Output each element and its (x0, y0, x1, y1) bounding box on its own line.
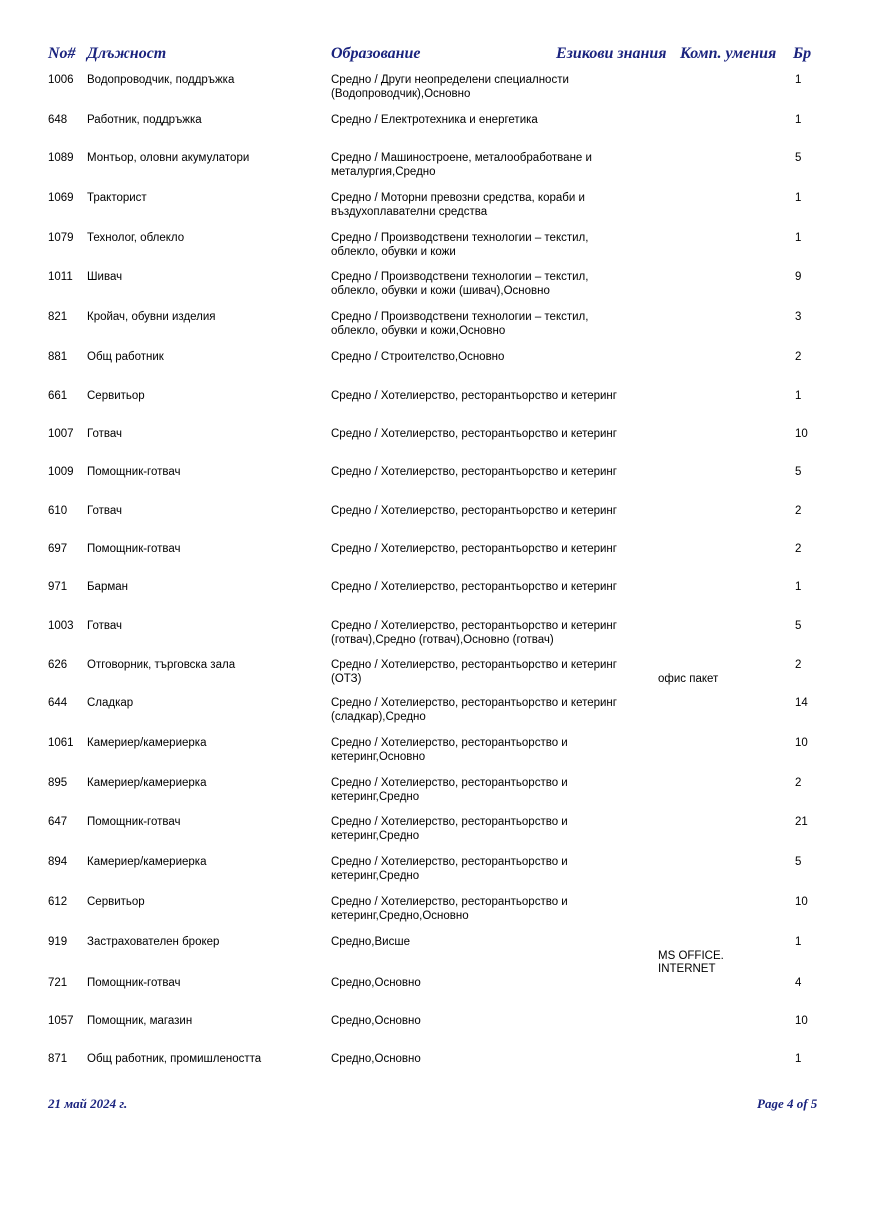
row-education: Средно / Хотелиерство, ресторантьорство и кетеринг (сладкар),Средно (331, 697, 617, 723)
footer-date: 21 май 2024 г. (48, 1096, 128, 1111)
row-count: 1 (795, 74, 802, 86)
row-education: Средно / Други неопределени специалности (Водопроводчик),Основно (331, 74, 569, 100)
row-number: 895 (48, 777, 68, 789)
table-row (0, 936, 870, 974)
row-number: 647 (48, 816, 68, 828)
row-number: 881 (48, 351, 68, 363)
row-number: 661 (48, 390, 68, 402)
table-row (0, 896, 870, 934)
row-education: Средно / Електротехника и енергетика (331, 114, 538, 126)
row-title: Барман (87, 581, 128, 593)
table-row (0, 543, 870, 581)
table-row (0, 1053, 870, 1091)
row-title: Помощник-готвач (87, 977, 181, 989)
row-number: 1089 (48, 152, 74, 164)
row-count: 14 (795, 697, 808, 709)
row-education: Средно,Основно (331, 1015, 421, 1027)
row-title: Водопроводчик, поддръжка (87, 74, 235, 86)
row-count: 1 (795, 232, 802, 244)
row-computer-skills: MS OFFICE. INTERNET (658, 949, 724, 975)
row-count: 10 (795, 1015, 808, 1027)
table-row (0, 466, 870, 504)
row-title: Технолог, облекло (87, 232, 185, 244)
header-languages: Езикови знания (556, 45, 667, 62)
row-count: 1 (795, 936, 802, 948)
row-count: 10 (795, 428, 808, 440)
table-row (0, 390, 870, 428)
table-row (0, 777, 870, 815)
row-number: 648 (48, 114, 68, 126)
table-row (0, 659, 870, 697)
table-row (0, 977, 870, 1015)
row-count: 10 (795, 896, 808, 908)
table-row (0, 856, 870, 894)
row-number: 697 (48, 543, 68, 555)
row-number: 971 (48, 581, 68, 593)
row-computer-skills: офис пакет (658, 672, 719, 685)
row-count: 3 (795, 311, 802, 323)
row-number: 612 (48, 896, 68, 908)
row-count: 2 (795, 543, 802, 555)
row-title: Отговорник, търговска зала (87, 659, 236, 671)
row-education: Средно / Хотелиерство, ресторантьорство и кетеринг,Основно (331, 737, 568, 763)
row-count: 10 (795, 737, 808, 749)
row-count: 2 (795, 351, 802, 363)
row-count: 2 (795, 777, 802, 789)
row-number: 610 (48, 505, 68, 517)
table-row (0, 74, 870, 112)
row-count: 9 (795, 271, 802, 283)
row-title: Общ работник, промишлеността (87, 1053, 262, 1065)
row-title: Тракторист (87, 192, 147, 204)
row-title: Монтьор, оловни акумулатори (87, 152, 250, 164)
row-number: 1007 (48, 428, 74, 440)
row-title: Готвач (87, 505, 122, 517)
row-education: Средно / Производствени технологии – текстил, облекло, обувки и кожи,Основно (331, 311, 589, 337)
row-education: Средно / Хотелиерство, ресторантьорство и кетеринг,Средно (331, 777, 568, 803)
row-education: Средно,Висше (331, 936, 410, 948)
row-title: Сервитьор (87, 390, 145, 402)
row-number: 1069 (48, 192, 74, 204)
row-count: 2 (795, 659, 802, 671)
row-number: 626 (48, 659, 68, 671)
row-title: Помощник-готвач (87, 816, 181, 828)
row-count: 5 (795, 152, 802, 164)
row-title: Сладкар (87, 697, 134, 709)
row-number: 1011 (48, 271, 73, 283)
row-title: Помощник, магазин (87, 1015, 193, 1027)
row-number: 644 (48, 697, 68, 709)
row-title: Общ работник (87, 351, 164, 363)
header-computer-skills: Комп. умения (680, 45, 777, 62)
table-row (0, 697, 870, 735)
table-row (0, 114, 870, 152)
row-title: Сервитьор (87, 896, 145, 908)
row-number: 1057 (48, 1015, 74, 1027)
table-row (0, 152, 870, 190)
row-education: Средно / Хотелиерство, ресторантьорство и кетеринг (331, 466, 617, 478)
row-education: Средно / Хотелиерство, ресторантьорство и кетеринг (331, 505, 617, 517)
row-education: Средно / Хотелиерство, ресторантьорство и кетеринг (331, 428, 617, 440)
table-row (0, 737, 870, 775)
row-education: Средно,Основно (331, 977, 421, 989)
row-title: Застрахователен брокер (87, 936, 220, 948)
row-title: Шивач (87, 271, 123, 283)
row-education: Средно / Машиностроене, металообработване и металургия,Средно (331, 152, 592, 178)
row-education: Средно,Основно (331, 1053, 421, 1065)
table-row (0, 232, 870, 270)
row-number: 919 (48, 936, 68, 948)
table-row (0, 816, 870, 854)
row-education: Средно / Производствени технологии – текстил, облекло, обувки и кожи (331, 232, 589, 258)
row-number: 894 (48, 856, 68, 868)
row-count: 5 (795, 466, 802, 478)
row-title: Камериер/камериерка (87, 856, 207, 868)
row-count: 1 (795, 1053, 802, 1065)
row-number: 1061 (48, 737, 74, 749)
row-count: 4 (795, 977, 802, 989)
row-education: Средно / Хотелиерство, ресторантьорство и кетеринг (ОТЗ) (331, 659, 617, 685)
row-education: Средно / Производствени технологии – текстил, облекло, обувки и кожи (шивач),Основно (331, 271, 589, 297)
row-number: 721 (48, 977, 68, 989)
row-education: Средно / Строителство,Основно (331, 351, 505, 363)
row-number: 1003 (48, 620, 74, 632)
row-title: Готвач (87, 620, 122, 632)
row-education: Средно / Хотелиерство, ресторантьорство и кетеринг (331, 543, 617, 555)
table-row (0, 1015, 870, 1053)
row-count: 5 (795, 856, 802, 868)
table-row (0, 620, 870, 658)
table-row (0, 428, 870, 466)
row-number: 1006 (48, 74, 74, 86)
row-title: Помощник-готвач (87, 543, 181, 555)
header-education: Образование (331, 45, 421, 62)
table-row (0, 311, 870, 349)
row-education: Средно / Хотелиерство, ресторантьорство и кетеринг (331, 581, 617, 593)
row-number: 1079 (48, 232, 74, 244)
row-title: Камериер/камериерка (87, 737, 207, 749)
row-count: 1 (795, 192, 802, 204)
header-title: Длъжност (87, 45, 167, 62)
table-row (0, 271, 870, 309)
row-title: Кройач, обувни изделия (87, 311, 216, 323)
header-no: No# (48, 45, 76, 62)
row-count: 2 (795, 505, 802, 517)
row-number: 821 (48, 311, 68, 323)
table-row (0, 581, 870, 619)
row-title: Готвач (87, 428, 122, 440)
row-count: 21 (795, 816, 808, 828)
row-count: 1 (795, 581, 802, 593)
footer-page-number: Page 4 of 5 (757, 1096, 818, 1111)
row-title: Помощник-готвач (87, 466, 181, 478)
row-education: Средно / Хотелиерство, ресторантьорство и кетеринг,Средно (331, 856, 568, 882)
row-education: Средно / Хотелиерство, ресторантьорство и кетеринг,Средно,Основно (331, 896, 568, 922)
row-number: 871 (48, 1053, 68, 1065)
row-count: 1 (795, 114, 802, 126)
row-count: 5 (795, 620, 802, 632)
row-education: Средно / Моторни превозни средства, кораби и въздухоплавателни средства (331, 192, 585, 218)
table-row (0, 192, 870, 230)
row-title: Камериер/камериерка (87, 777, 207, 789)
table-row (0, 351, 870, 389)
row-education: Средно / Хотелиерство, ресторантьорство и кетеринг (331, 390, 617, 402)
row-education: Средно / Хотелиерство, ресторантьорство и кетеринг,Средно (331, 816, 568, 842)
row-education: Средно / Хотелиерство, ресторантьорство и кетеринг (готвач),Средно (готвач),Основно (готвач) (331, 620, 617, 646)
row-title: Работник, поддръжка (87, 114, 202, 126)
header-count: Бр (793, 45, 812, 62)
table-row (0, 505, 870, 543)
row-number: 1009 (48, 466, 74, 478)
row-count: 1 (795, 390, 802, 402)
